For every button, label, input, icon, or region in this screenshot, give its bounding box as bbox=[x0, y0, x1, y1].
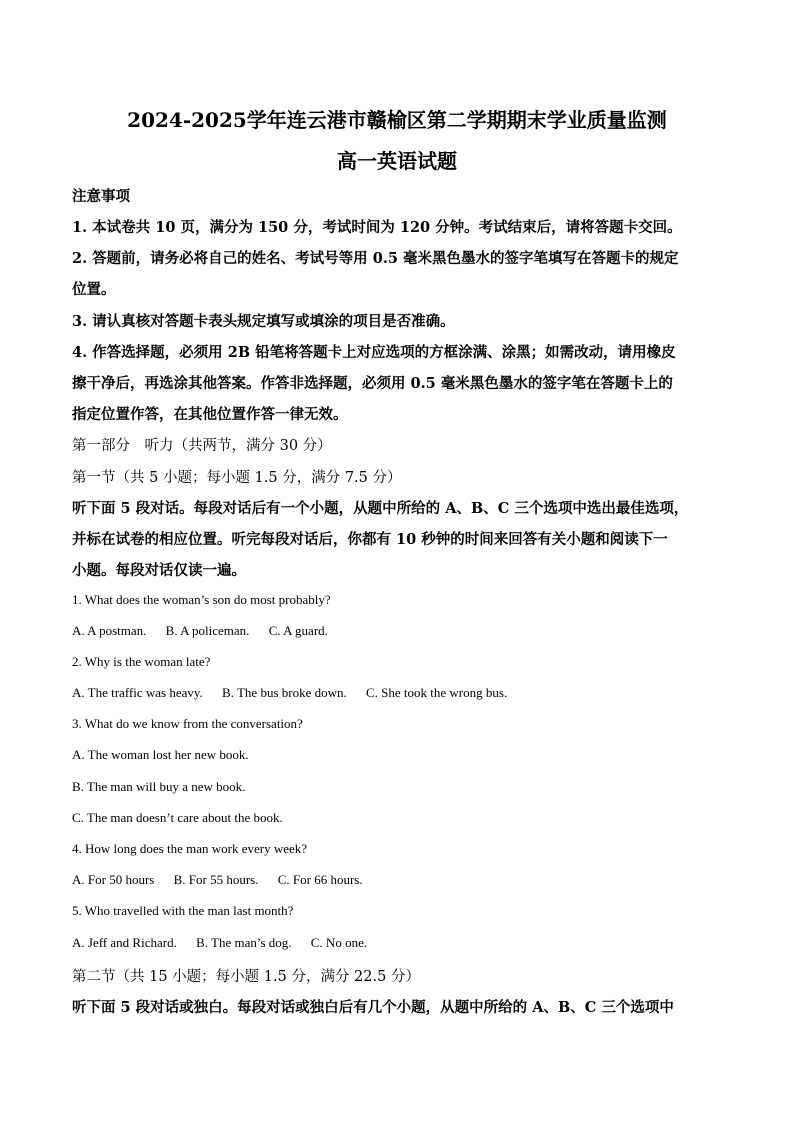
exam-subtitle: 高一英语试题 bbox=[337, 149, 457, 173]
notice-item: 擦干净后，再选涂其他答案。作答非选择题，必须用 0.5 毫米黑色墨水的签字笔在答题卡上的 bbox=[72, 375, 673, 392]
section1-instructions: 小题。每段对话仅读一遍。 bbox=[72, 562, 246, 579]
option-c: C. The man doesn’t care about the book. bbox=[72, 810, 283, 825]
notice-item: 3. 请认真核对答题卡表头规定填写或填涂的项目是否准确。 bbox=[72, 313, 455, 330]
question-2-options bbox=[72, 685, 523, 701]
section1-instructions: 并标在试卷的相应位置。听完每段对话后，你都有 10 秒钟的时间来回答有关小题和阅读下一 bbox=[72, 531, 668, 548]
option-c: C. For 66 hours. bbox=[277, 872, 363, 887]
section1-instructions: 听下面 5 段对话。每段对话后有一个小题，从题中所给的 A、B、C 三个选项中选出最佳选项， bbox=[72, 500, 689, 517]
section2-heading: 第二节（共 15 小题；每小题 1.5 分，满分 22.5 分） bbox=[72, 969, 420, 985]
question-4-options bbox=[72, 872, 379, 888]
option-c: C. A guard. bbox=[268, 623, 328, 638]
notice-item: 指定位置作答，在其他位置作答一律无效。 bbox=[72, 406, 348, 423]
notice-heading: 注意事项 bbox=[72, 188, 130, 205]
option-a: A. The traffic was heavy. bbox=[72, 685, 203, 700]
option-a: A. Jeff and Richard. bbox=[72, 935, 177, 950]
option-b: B. The man will buy a new book. bbox=[72, 779, 246, 794]
question-1-options bbox=[72, 623, 344, 639]
option-a: A. For 50 hours bbox=[72, 872, 155, 887]
question-3: 3. What do we know from the conversation? bbox=[72, 716, 303, 731]
notice-item: 2. 答题前，请务必将自己的姓名、考试号等用 0.5 毫米黑色墨水的签字笔填写在答题卡的规定 bbox=[72, 250, 679, 267]
question-4: 4. How long does the man work every week? bbox=[72, 841, 308, 856]
section2-instructions: 听下面 5 段对话或独白。每段对话或独白后有几个小题，从题中所给的 A、B、C 三个选项中 bbox=[72, 999, 674, 1016]
option-c: C. No one. bbox=[310, 935, 368, 950]
option-b: B. The bus broke down. bbox=[222, 685, 347, 700]
option-a: A. The woman lost her new book. bbox=[72, 747, 249, 762]
question-5: 5. Who travelled with the man last month? bbox=[72, 903, 294, 918]
option-b: B. A policeman. bbox=[165, 623, 250, 638]
question-5-options bbox=[72, 935, 383, 951]
option-b: B. For 55 hours. bbox=[173, 872, 259, 887]
option-a: A. A postman. bbox=[72, 623, 147, 638]
notice-item: 4. 作答选择题，必须用 2B 铅笔将答题卡上对应选项的方框涂满、涂黑；如需改动，请用橡皮 bbox=[72, 344, 676, 361]
option-b: B. The man’s dog. bbox=[196, 935, 292, 950]
notice-item: 1. 本试卷共 10 页，满分为 150 分，考试时间为 120 分钟。考试结束后，请将答题卡交回。 bbox=[72, 219, 682, 236]
section1-heading: 第一节（共 5 小题；每小题 1.5 分，满分 7.5 分） bbox=[72, 470, 402, 486]
question-2: 2. Why is the woman late? bbox=[72, 654, 211, 669]
question-1: 1. What does the woman’s son do most probably? bbox=[72, 592, 331, 607]
exam-title: 2024-2025学年连云港市赣榆区第二学期期末学业质量监测 bbox=[127, 108, 667, 132]
part1-heading: 第一部分 听力（共两节，满分 30 分） bbox=[72, 438, 332, 454]
option-c: C. She took the wrong bus. bbox=[366, 685, 508, 700]
notice-item: 位置。 bbox=[72, 281, 116, 298]
